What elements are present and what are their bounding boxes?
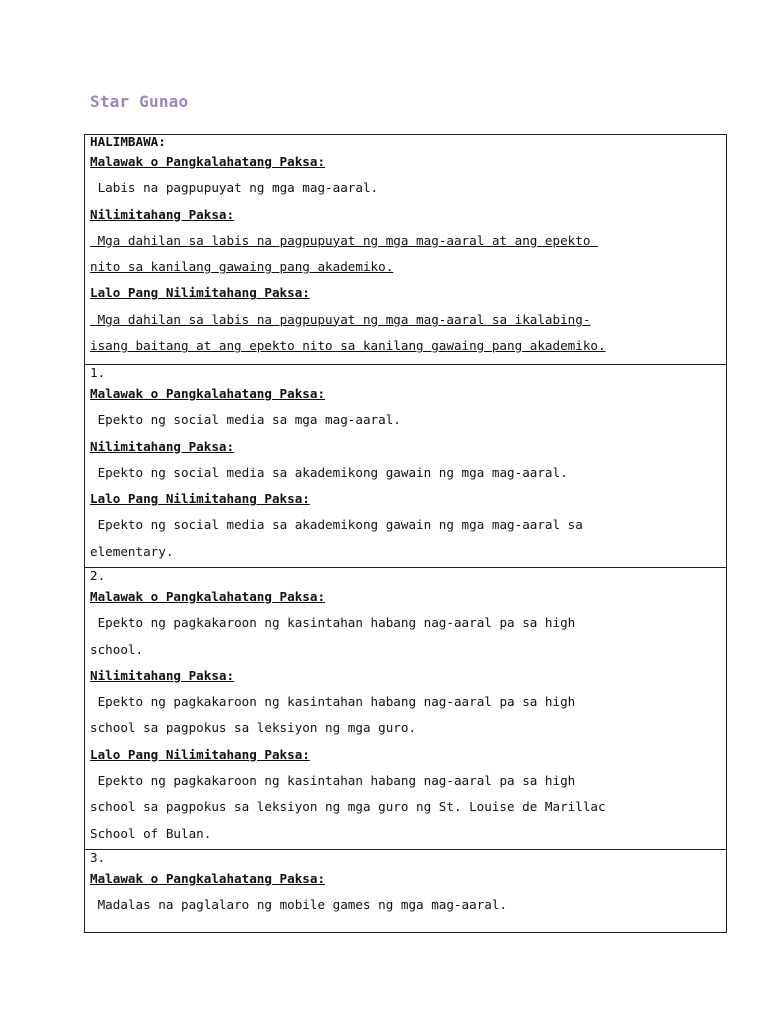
limited-topic-text-line1: Epekto ng pagkakaroon ng kasintahan habang nag-aaral pa sa high xyxy=(90,694,576,710)
broad-topic-text: Madalas na paglalaro ng mobile games ng mga mag-aaral. xyxy=(90,897,508,913)
further-topic-text-line2: school sa pagpokus sa leksiyon ng mga guro ng St. Louise de Marillac xyxy=(90,799,606,815)
further-topic-text-line1: Epekto ng pagkakaroon ng kasintahan habang nag-aaral pa sa high xyxy=(90,773,576,789)
further-topic-label: Lalo Pang Nilimitahang Paksa: xyxy=(90,746,310,762)
example-cell xyxy=(85,135,726,364)
limited-topic-text-line2: nito sa kanilang gawaing pang akademiko. xyxy=(90,259,394,275)
example-heading: HALIMBAWA: xyxy=(90,134,166,149)
broad-topic-text-line2: school. xyxy=(90,641,144,657)
limited-topic-text-line1: Mga dahilan sa labis na pagpupuyat ng mga mag-aaral at ang epekto xyxy=(90,232,599,248)
further-topic-text-line2: isang baitang at ang epekto nito sa kanilang gawaing pang akademiko. xyxy=(90,338,606,354)
item-number: 3. xyxy=(90,850,106,865)
item-number: 2. xyxy=(90,568,106,583)
broad-topic-text-line1: Epekto ng pagkakaroon ng kasintahan habang nag-aaral pa sa high xyxy=(90,615,576,631)
broad-topic-label: Malawak o Pangkalahatang Paksa: xyxy=(90,871,326,886)
broad-topic-label: Malawak o Pangkalahatang Paksa: xyxy=(90,386,326,401)
further-topic-text-line1: Epekto ng social media sa akademikong gawain ng mga mag-aaral sa xyxy=(90,517,583,533)
further-topic-text-line3: School of Bulan. xyxy=(90,825,212,841)
further-topic-text-line1: Mga dahilan sa labis na pagpupuyat ng mga mag-aaral sa ikalabing- xyxy=(90,311,591,327)
broad-topic-text: Labis na pagpupuyat ng mga mag-aaral. xyxy=(90,180,379,196)
limited-topic-label: Nilimitahang Paksa: xyxy=(90,206,235,222)
further-topic-text-line2: elementary. xyxy=(90,543,174,559)
limited-topic-text-line2: school sa pagpokus sa leksiyon ng mga guro. xyxy=(90,720,417,736)
limited-topic-text: Epekto ng social media sa akademikong gawain ng mga mag-aaral. xyxy=(90,464,568,480)
further-topic-label: Lalo Pang Nilimitahang Paksa: xyxy=(90,491,310,507)
limited-topic-label: Nilimitahang Paksa: xyxy=(90,667,235,683)
broad-topic-label: Malawak o Pangkalahatang Paksa: xyxy=(90,154,326,169)
limited-topic-label: Nilimitahang Paksa: xyxy=(90,438,235,454)
topic-item-3 xyxy=(85,849,726,932)
broad-topic-label: Malawak o Pangkalahatang Paksa: xyxy=(90,589,326,604)
item-number: 1. xyxy=(90,365,106,380)
author-name: Star Gunao xyxy=(90,92,189,111)
broad-topic-text: Epekto ng social media sa mga mag-aaral. xyxy=(90,412,401,428)
further-topic-label: Lalo Pang Nilimitahang Paksa: xyxy=(90,285,310,301)
topic-item-2 xyxy=(85,567,726,849)
topics-table xyxy=(84,134,727,933)
topic-item-1 xyxy=(85,364,726,567)
